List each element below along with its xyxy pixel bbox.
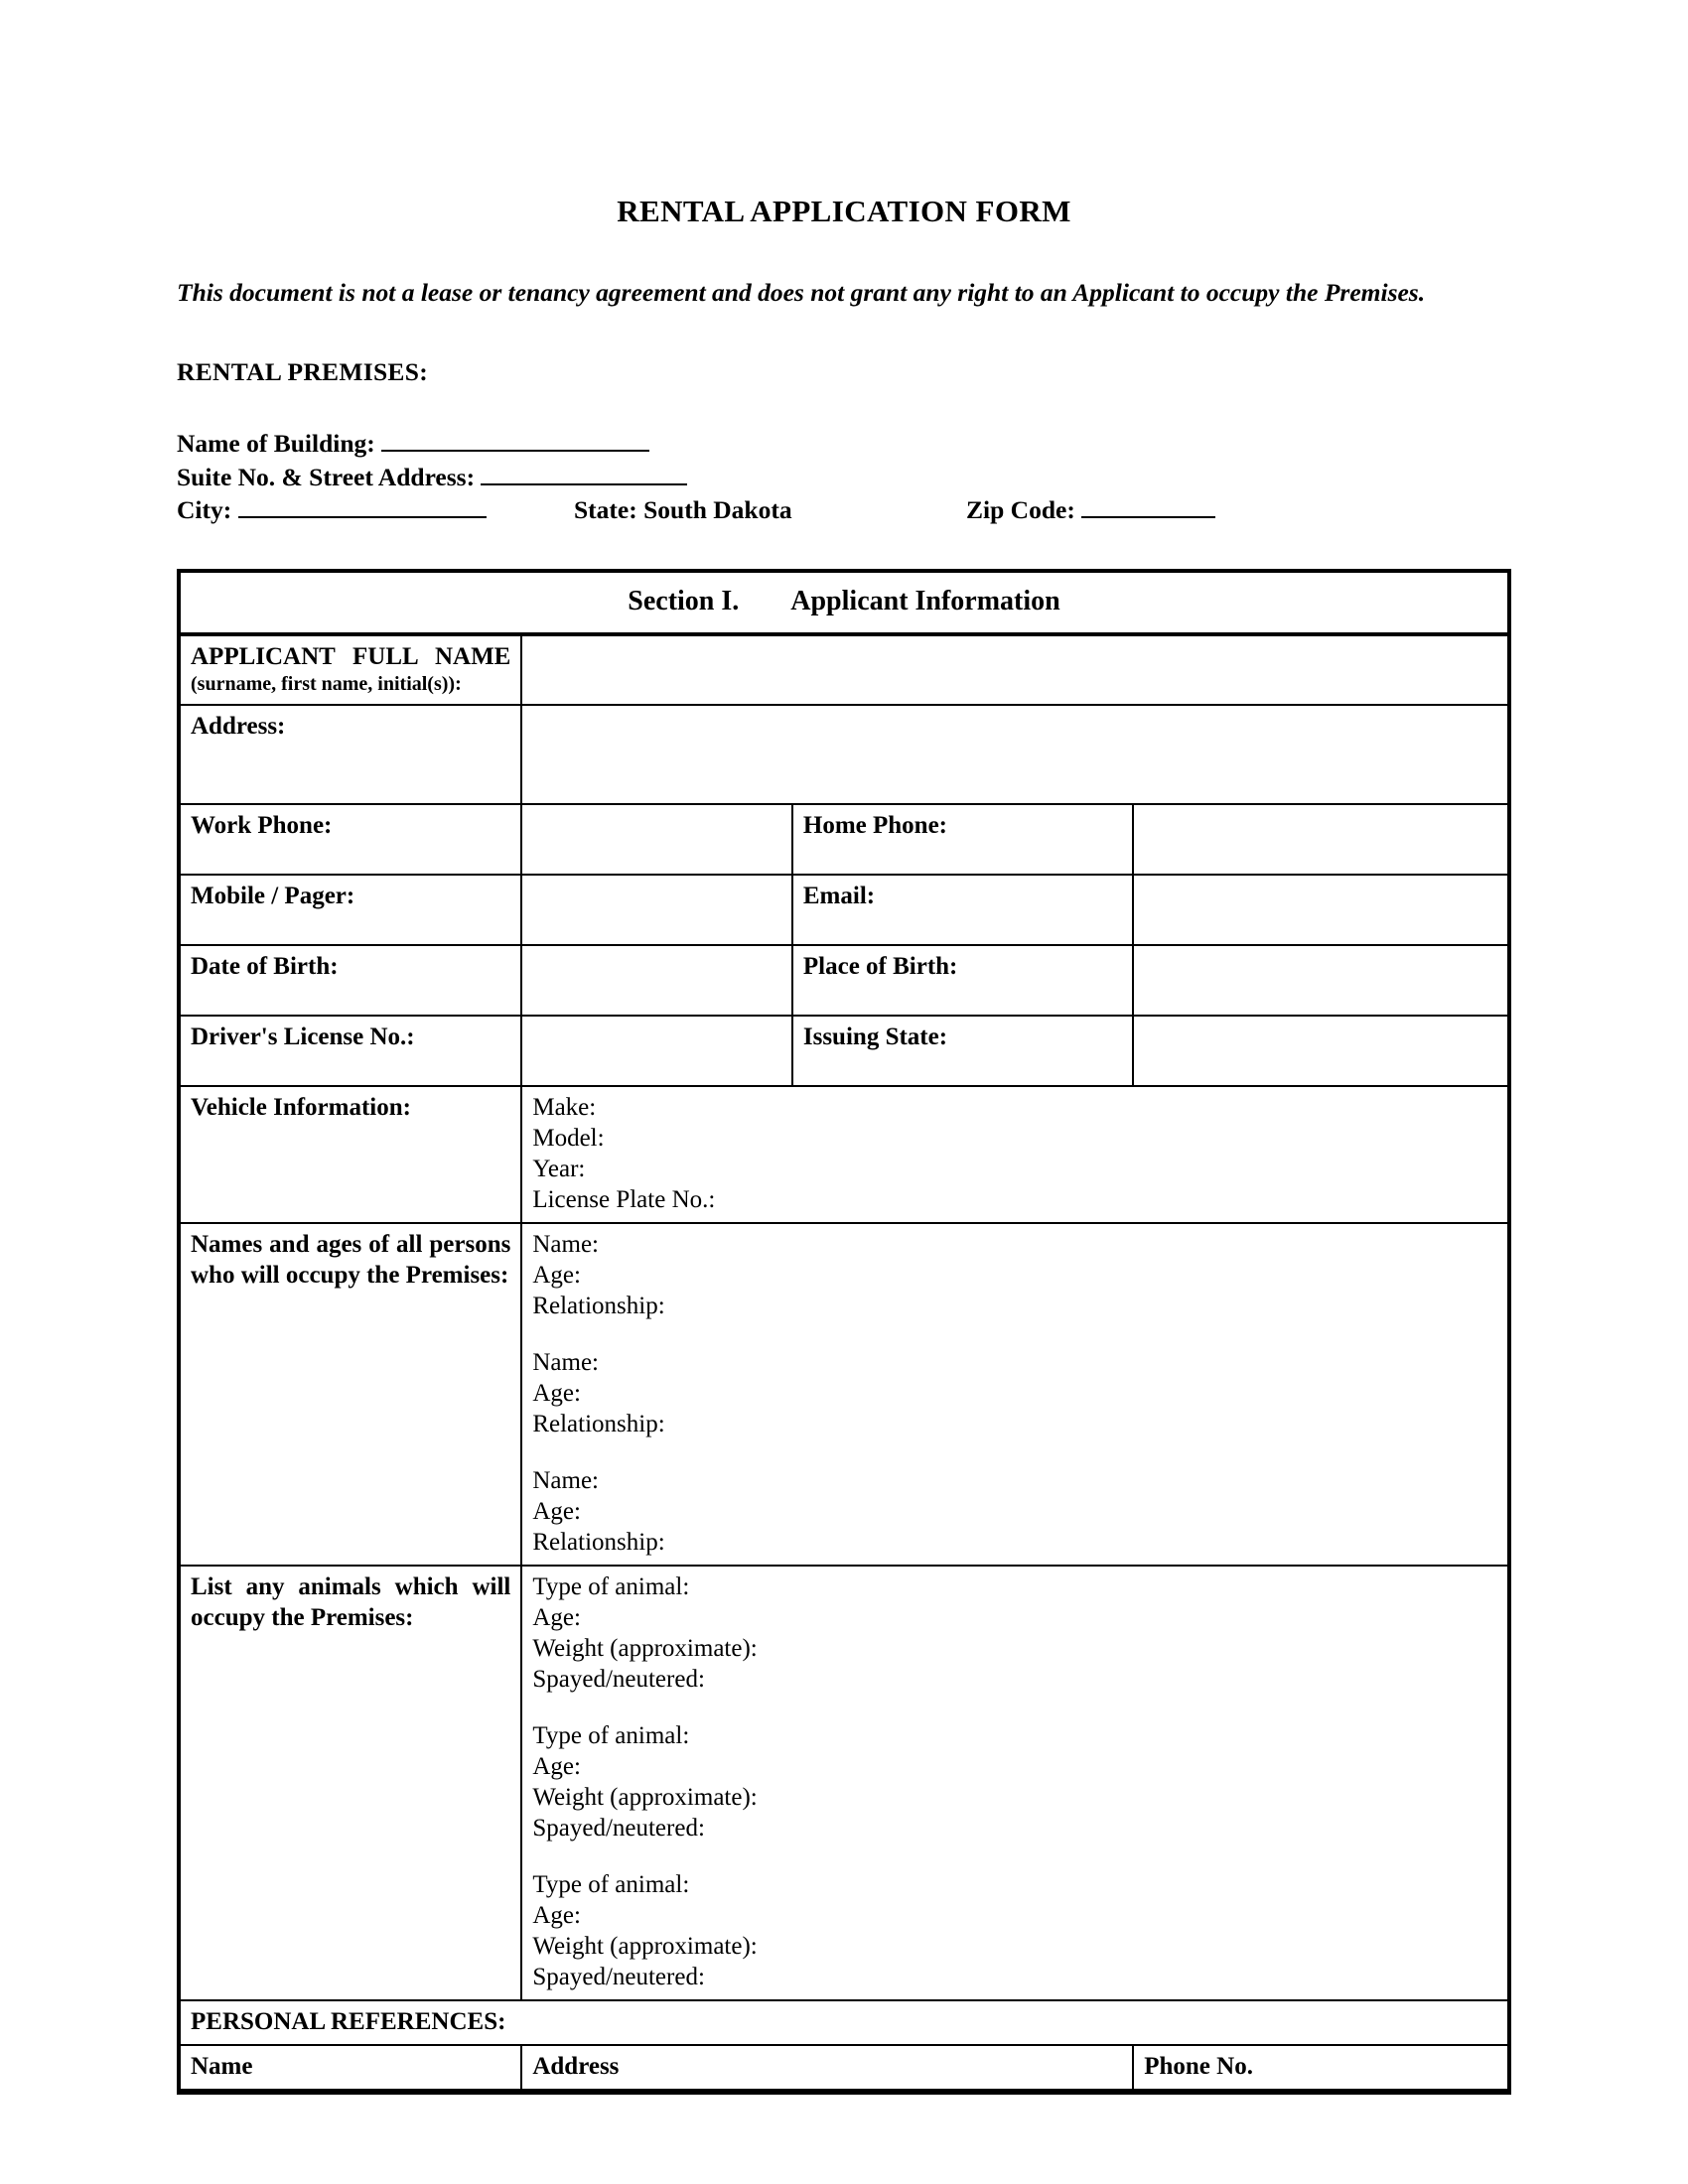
street-address-label: Suite No. & Street Address:: [177, 462, 476, 491]
vehicle-plate-label: License Plate No.:: [532, 1186, 716, 1214]
personal-references-label: PERSONAL REFERENCES:: [191, 2008, 506, 2036]
issuing-state-input[interactable]: [1133, 1016, 1507, 1086]
street-address-input[interactable]: [481, 483, 687, 485]
reference-address-header-cell: [521, 2045, 1133, 2090]
table-row-phones: [181, 804, 1507, 875]
reference-address-header: Address: [532, 2053, 620, 2081]
work-phone-input[interactable]: [521, 804, 792, 875]
applicant-name-label: APPLICANT FULL NAME: [191, 643, 511, 671]
occupant-1-relationship-label: Relationship:: [532, 1293, 665, 1320]
issuing-state-label-cell: [792, 1016, 1133, 1086]
animal-1-type-label: Type of animal:: [532, 1573, 690, 1601]
table-row-personal-references-heading: [181, 2000, 1507, 2045]
table-row-applicant-name: [181, 636, 1507, 705]
section-name: Applicant Information: [790, 586, 1060, 617]
city-state-zip-row: [177, 493, 1511, 527]
address-label-cell: [181, 705, 521, 804]
disclaimer-text: This document is not a lease or tenancy agreement and does not grant any right to an Applicant to occupy the Premises.: [177, 278, 1426, 307]
date-of-birth-label-cell: [181, 945, 521, 1016]
animal-2-spayed-label: Spayed/neutered:: [532, 1815, 705, 1843]
vehicle-model-label: Model:: [532, 1125, 605, 1153]
home-phone-label-cell: [792, 804, 1133, 875]
state-group: [574, 493, 966, 527]
animal-2-weight-label: Weight (approximate):: [532, 1784, 758, 1812]
applicant-name-input[interactable]: [521, 636, 1507, 705]
animals-label: List any animals which will occupy the Premises:: [191, 1573, 511, 1632]
table-row-animals: [181, 1566, 1507, 2000]
work-phone-label: Work Phone:: [191, 812, 333, 840]
animals-label-cell: [181, 1566, 521, 2000]
home-phone-input[interactable]: [1133, 804, 1507, 875]
rental-premises-heading: RENTAL PREMISES:: [177, 356, 429, 386]
mobile-pager-label: Mobile / Pager:: [191, 883, 355, 910]
zip-group: [966, 493, 1511, 527]
animal-2-age-label: Age:: [532, 1753, 581, 1781]
occupants-label: Names and ages of all persons who will occupy the Premises:: [191, 1231, 511, 1290]
table-row-license: [181, 1016, 1507, 1086]
date-of-birth-input[interactable]: [521, 945, 792, 1016]
state-label: State: South Dakota: [574, 495, 792, 525]
work-phone-label-cell: [181, 804, 521, 875]
email-input[interactable]: [1133, 875, 1507, 945]
occupant-3-relationship-label: Relationship:: [532, 1529, 665, 1557]
table-row-address: [181, 705, 1507, 804]
zip-code-input[interactable]: [1081, 516, 1215, 518]
table-row-birth: [181, 945, 1507, 1016]
animal-1-weight-label: Weight (approximate):: [532, 1635, 758, 1663]
vehicle-year-label: Year:: [532, 1156, 586, 1183]
occupant-2-relationship-label: Relationship:: [532, 1411, 665, 1438]
animal-3-weight-label: Weight (approximate):: [532, 1933, 758, 1961]
animal-2-type-label: Type of animal:: [532, 1722, 690, 1750]
applicant-name-sublabel: (surname, first name, initial(s)):: [191, 673, 462, 696]
vehicle-make-label: Make:: [532, 1094, 597, 1122]
occupant-2-age-label: Age:: [532, 1380, 581, 1408]
mobile-pager-label-cell: [181, 875, 521, 945]
applicant-name-label-cell: [181, 636, 521, 705]
animal-1-age-label: Age:: [532, 1604, 581, 1632]
place-of-birth-input[interactable]: [1133, 945, 1507, 1016]
applicant-information-table: [177, 569, 1511, 2095]
occupant-1-name-label: Name:: [532, 1231, 599, 1259]
city-group: [177, 493, 574, 527]
address-label: Address:: [191, 713, 286, 741]
occupant-3-name-label: Name:: [532, 1467, 599, 1495]
city-label: City:: [177, 495, 232, 525]
rental-premises-fields: [177, 427, 1511, 528]
place-of-birth-label: Place of Birth:: [802, 953, 958, 981]
occupant-3-age-label: Age:: [532, 1498, 581, 1526]
reference-name-header-cell: [181, 2045, 521, 2090]
zip-code-label: Zip Code:: [966, 495, 1075, 525]
vehicle-input-cell[interactable]: [521, 1086, 1507, 1223]
drivers-license-label: Driver's License No.:: [191, 1024, 415, 1051]
building-name-row: [177, 427, 1511, 461]
date-of-birth-label: Date of Birth:: [191, 953, 339, 981]
animal-3-type-label: Type of animal:: [532, 1871, 690, 1899]
animal-3-age-label: Age:: [532, 1902, 581, 1930]
mobile-pager-input[interactable]: [521, 875, 792, 945]
occupants-input-cell[interactable]: [521, 1223, 1507, 1566]
street-address-row: [177, 461, 1511, 494]
drivers-license-label-cell: [181, 1016, 521, 1086]
section-number: Section I.: [628, 586, 740, 617]
issuing-state-label: Issuing State:: [802, 1024, 948, 1051]
animals-input-cell[interactable]: [521, 1566, 1507, 2000]
personal-references-label-cell: [181, 2000, 1507, 2045]
drivers-license-input[interactable]: [521, 1016, 792, 1086]
email-label-cell: [792, 875, 1133, 945]
occupants-label-cell: [181, 1223, 521, 1566]
page-title: RENTAL APPLICATION FORM: [617, 194, 1071, 228]
form-table: [181, 636, 1507, 2091]
occupant-1-age-label: Age:: [532, 1262, 581, 1290]
reference-phone-header-cell: [1133, 2045, 1507, 2090]
animal-3-spayed-label: Spayed/neutered:: [532, 1964, 705, 1991]
animal-1-spayed-label: Spayed/neutered:: [532, 1666, 705, 1694]
occupant-2-name-label: Name:: [532, 1349, 599, 1377]
table-row-vehicle: [181, 1086, 1507, 1223]
home-phone-label: Home Phone:: [802, 812, 947, 840]
vehicle-label-cell: [181, 1086, 521, 1223]
vehicle-information-label: Vehicle Information:: [191, 1094, 411, 1122]
building-name-input[interactable]: [381, 450, 649, 452]
section-header: [181, 573, 1507, 636]
building-name-label: Name of Building:: [177, 428, 375, 458]
table-row-mobile-email: [181, 875, 1507, 945]
address-input[interactable]: [521, 705, 1507, 804]
table-row-occupants: [181, 1223, 1507, 1566]
reference-phone-header: Phone No.: [1144, 2053, 1253, 2081]
city-input[interactable]: [238, 516, 487, 518]
table-row-references-header: [181, 2045, 1507, 2090]
reference-name-header: Name: [191, 2053, 253, 2081]
place-of-birth-label-cell: [792, 945, 1133, 1016]
email-label: Email:: [802, 883, 876, 910]
